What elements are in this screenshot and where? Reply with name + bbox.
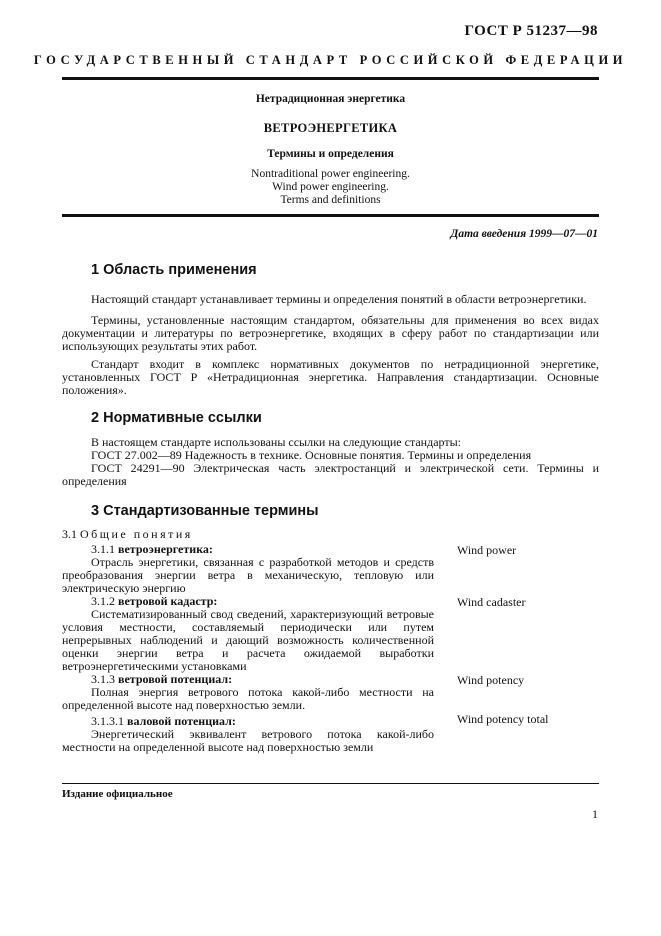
term-number: 3.1.2 — [91, 594, 115, 608]
term-definition: Систематизированный свод сведений, характеризующий ветровые условия местности, составляемый периодически или путем непрерывных наблюдений и дающий возможность количественной оценки энергии ветра и расчета ожидаемой выработки ветроэнергетическими установками — [62, 607, 434, 673]
subsection-heading — [62, 528, 434, 541]
section-2-body — [62, 436, 599, 488]
document-title: ВЕТРОЭНЕРГЕТИКА — [263, 121, 398, 135]
english-title-line: Wind power engineering. — [272, 181, 389, 193]
term-name: ветровой потенциал: — [118, 672, 233, 686]
title-divider — [62, 214, 599, 217]
term-number: 3.1.3 — [91, 672, 115, 686]
standard-code: ГОСТ Р 51237—98 — [464, 23, 598, 39]
section-1-title: 1 Область применения — [91, 262, 257, 278]
term-definition: Полная энергия ветрового потока какой-либо местности на определенной высоте над поверхностью земли. — [62, 685, 434, 712]
reference-item: ГОСТ 27.002—89 Надежность в технике. Основные понятия. Термины и определения — [91, 448, 532, 462]
reference-item: ГОСТ 24291—90 Электрическая часть электростанций и электрической сети. Термины и определения — [62, 461, 599, 488]
page-number: 1 — [592, 807, 598, 821]
introduction-date: Дата введения 1999—07—01 — [450, 228, 598, 240]
paragraph: Настоящий стандарт устанавливает термины и определения понятий в области ветроэнергетики. — [91, 292, 587, 306]
english-term: Wind cadaster — [457, 595, 526, 609]
section-2-title: 2 Нормативные ссылки — [91, 410, 262, 426]
paragraph: В настоящем стандарте использованы ссылки на следующие стандарты: — [91, 435, 462, 449]
english-term: Wind potency total — [457, 712, 549, 726]
subsection-title: Общие понятия — [80, 527, 193, 541]
english-term: Wind potency — [457, 673, 525, 687]
footer-divider — [62, 783, 599, 784]
term-name: валовой потенциал: — [127, 714, 236, 728]
term-name: ветровой кадастр: — [118, 594, 218, 608]
english-title-line: Nontraditional power engineering. — [251, 168, 410, 180]
term-number: 3.1.3.1 — [91, 714, 124, 728]
field-heading: Нетрадиционная энергетика — [255, 93, 406, 105]
paragraph: Стандарт входит в комплекс нормативных документов по нетрадиционной энергетике, установленных ГОСТ Р «Нетрадиционная энергетика. Направления стандартизации. Основные положения». — [62, 357, 599, 397]
section-3-title: 3 Стандартизованные термины — [91, 503, 319, 519]
term-definition: Энергетический эквивалент ветрового потока какой-либо местности на определенной высоте над поверхностью земли — [62, 727, 434, 754]
english-term: Wind power — [457, 543, 517, 557]
term-definition: Отрасль энергетики, связанная с разработкой методов и средств преобразования энергии ветра в механическую, тепловую или электрическую энергию — [62, 555, 434, 595]
state-standard-heading: ГОСУДАРСТВЕННЫЙ СТАНДАРТ РОССИЙСКОЙ ФЕДЕРАЦИИ — [33, 53, 628, 67]
english-title-block — [62, 168, 599, 207]
official-edition-note: Издание официальное — [62, 788, 173, 800]
terms-column — [62, 528, 434, 754]
section-1-body — [62, 293, 599, 397]
top-divider — [62, 77, 599, 80]
document-subtitle: Термины и определения — [267, 148, 394, 160]
term-name: ветроэнергетика: — [118, 542, 213, 556]
term-number: 3.1.1 — [91, 542, 115, 556]
subsection-number: 3.1 — [62, 527, 77, 541]
english-title-line: Terms and definitions — [280, 194, 381, 206]
paragraph: Термины, установленные настоящим стандартом, обязательны для применения во всех видах документации и литературы по ветроэнергетике, входящих в сферу работ по стандартизации или использующих результаты этих работ. — [62, 313, 599, 353]
